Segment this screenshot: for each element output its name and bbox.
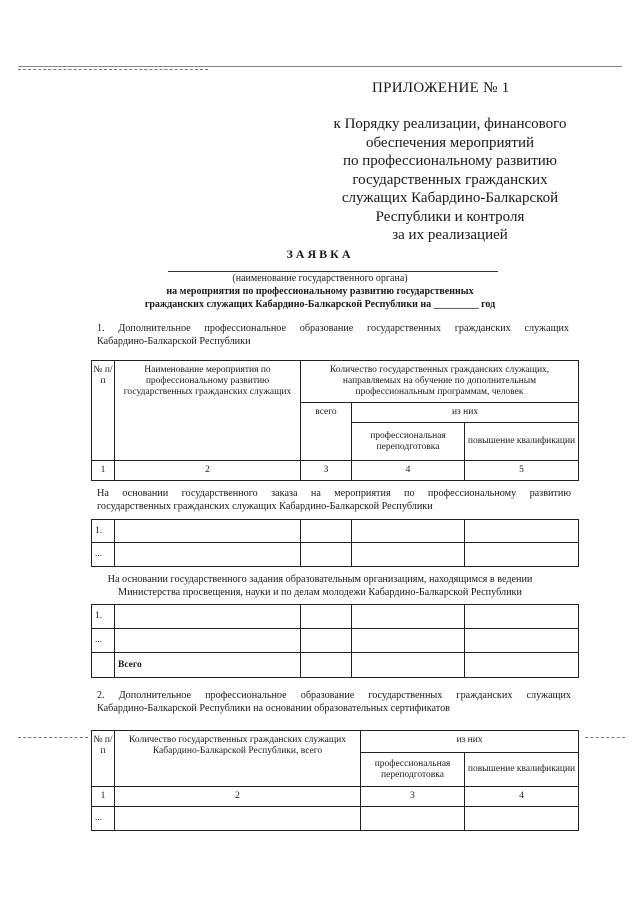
request-subject-line: гражданских служащих Кабардино-Балкарской Республики на _________ год xyxy=(144,298,496,310)
s2-col-header-of-them: из них xyxy=(361,731,579,753)
empty-cell xyxy=(352,543,465,567)
empty-cell xyxy=(352,653,465,678)
col-header-retraining: профессиональная переподготовка xyxy=(352,423,465,461)
empty-cell xyxy=(465,653,579,678)
request-subject xyxy=(0,286,640,311)
section2-heading-line: 2. Дополнительное профессиональное образование государственных гражданских служащих xyxy=(97,690,571,701)
row-number: ... xyxy=(92,543,115,567)
appendix-subtitle-line: государственных гражданских xyxy=(352,171,548,188)
total-label: Всего xyxy=(115,653,301,678)
appendix-subtitle-line: по профессиональному развитию xyxy=(342,153,557,169)
state-order-text-cont: государственных гражданских служащих Кабардино-Балкарской Республики xyxy=(97,501,433,512)
appendix-subtitle-line: за их реализацией xyxy=(392,227,508,243)
col-header-no: № п/п xyxy=(92,361,115,461)
empty-cell xyxy=(301,520,352,543)
appendix-subtitle-line: служащих Кабардино-Балкарской xyxy=(341,190,559,206)
s2-col-number: 1 xyxy=(92,787,115,807)
state-order-line: На основании государственного заказа на мероприятия по профессиональному развитию xyxy=(97,488,571,499)
section2-table xyxy=(91,730,579,831)
row-number: ... xyxy=(92,629,115,653)
col-header-count: Количество государственных гражданских служащих, направляемых на обучение по дополнительным профессиональным программам, человек xyxy=(301,361,579,403)
state-task-text xyxy=(0,574,640,599)
col-number: 2 xyxy=(115,461,301,481)
empty-cell xyxy=(115,629,301,653)
request-subject-line: на мероприятия по профессиональному развитию государственных xyxy=(166,286,474,297)
empty-cell xyxy=(115,543,301,567)
state-order-table xyxy=(91,519,579,567)
empty-cell xyxy=(465,807,579,831)
section1-heading-line: 1. Дополнительное профессиональное образование государственных гражданских служащих xyxy=(97,323,569,334)
col-number: 3 xyxy=(301,461,352,481)
state-task-table xyxy=(91,604,579,678)
request-title: ЗАЯВКА xyxy=(286,247,354,261)
state-task-line: На основании государственного задания образовательным организациям, находящимся в ведении xyxy=(107,574,533,585)
col-header-qualification: повышение квалификации xyxy=(465,423,579,461)
empty-cell xyxy=(352,605,465,629)
middle-scan-dash-left xyxy=(18,737,88,738)
s2-col-header-qualification: повышение квалификации xyxy=(465,753,579,787)
appendix-subtitle-line: Республики и контроля xyxy=(375,208,525,225)
section1-heading-cont: Кабардино-Балкарской Республики xyxy=(97,336,251,347)
s2-col-number: 3 xyxy=(361,787,465,807)
section1-table xyxy=(91,360,579,481)
appendix-subtitle-line: обеспечения мероприятий xyxy=(365,134,535,151)
middle-scan-dash-right xyxy=(585,737,625,738)
org-name-fill-line xyxy=(168,271,498,272)
empty-cell xyxy=(352,520,465,543)
empty-cell xyxy=(465,605,579,629)
empty-cell xyxy=(465,520,579,543)
col-number: 1 xyxy=(92,461,115,481)
s2-col-header-no: № п/п xyxy=(92,731,115,787)
empty-cell xyxy=(115,605,301,629)
s2-col-number: 4 xyxy=(465,787,579,807)
state-task-line: Министерства просвещения, науки и по делам молодежи Кабардино-Балкарской Республики xyxy=(118,586,522,598)
empty-cell xyxy=(465,543,579,567)
org-name-caption: (наименование государственного органа) xyxy=(232,273,408,284)
s2-col-header-retraining: профессиональная переподготовка xyxy=(361,753,465,787)
col-header-of-them: из них xyxy=(352,403,579,423)
section2-heading-cont: Кабардино-Балкарской Республики на основании образовательных сертификатов xyxy=(97,703,450,714)
empty-cell xyxy=(115,807,361,831)
section2-heading xyxy=(97,690,571,703)
row-number: 1. xyxy=(92,605,115,629)
col-header-event-name: Наименование мероприятия по профессиональному развитию государственных гражданских служащих xyxy=(115,361,301,461)
row-number: ... xyxy=(92,807,115,831)
empty-cell xyxy=(465,629,579,653)
col-number: 5 xyxy=(465,461,579,481)
top-scan-dash xyxy=(18,69,208,70)
empty-cell xyxy=(115,520,301,543)
empty-cell xyxy=(301,629,352,653)
s2-col-header-count: Количество государственных гражданских служащих Кабардино-Балкарской Республики, всего xyxy=(115,731,361,787)
empty-cell xyxy=(361,807,465,831)
appendix-subtitle-line: к Порядку реализации, финансового xyxy=(333,116,567,132)
empty-cell xyxy=(301,543,352,567)
empty-cell xyxy=(301,653,352,678)
row-number: 1. xyxy=(92,520,115,543)
state-order-text xyxy=(97,488,571,501)
appendix-subtitle xyxy=(300,115,600,245)
empty-cell xyxy=(352,629,465,653)
s2-col-number: 2 xyxy=(115,787,361,807)
section1-heading xyxy=(97,323,569,336)
col-header-total: всего xyxy=(301,403,352,461)
empty-cell xyxy=(301,605,352,629)
top-scan-line xyxy=(18,66,622,67)
col-number: 4 xyxy=(352,461,465,481)
empty-cell xyxy=(92,653,115,678)
appendix-title: ПРИЛОЖЕНИЕ № 1 xyxy=(372,80,510,96)
